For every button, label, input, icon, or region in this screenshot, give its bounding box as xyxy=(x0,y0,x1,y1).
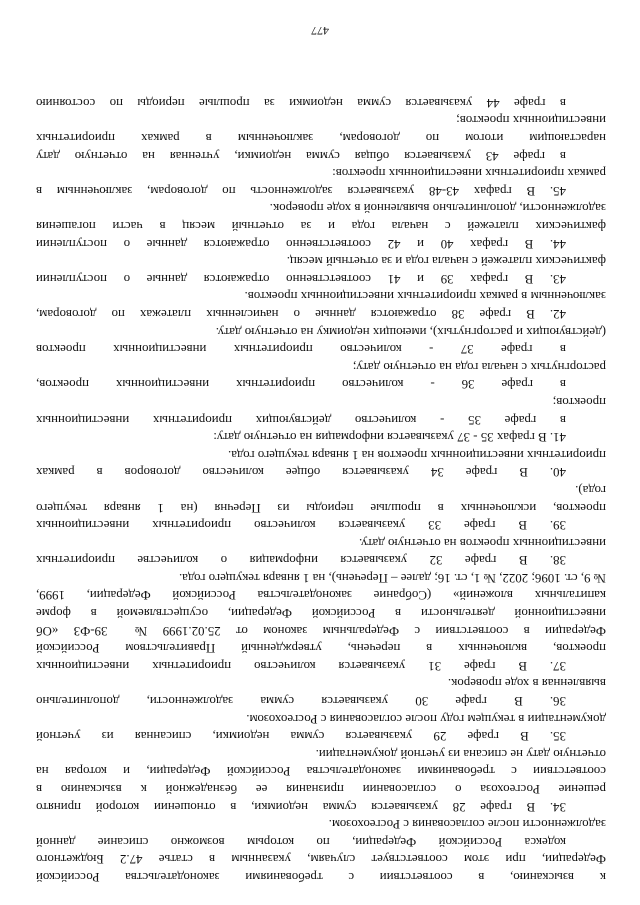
text-line: в графе 44 указывается сумма недоимки за прошлые периоды по состоянию xyxy=(36,95,566,110)
text-line: отчетную дату не списана из учетной документации. xyxy=(315,746,606,761)
text-line: Федерации, при этом соответствует случаям, указанным в статье 47.2 Бюджетного xyxy=(36,852,606,867)
paragraph-42-start: 42. В графе 38 отражаются данные о начисленных платежах по договорам, xyxy=(36,307,566,321)
paragraph-45-start: 45. В графах 43-48 указывается задолженность по договорам, заключенным в xyxy=(36,183,566,198)
text-line: решение Росгеохоза о согласовании признания ее безнадежной к взысканию в xyxy=(36,782,606,797)
text-line: задолженности, дополнительно выявленной в ходе проверок. xyxy=(269,201,606,216)
text-line: документации в текущем году после согласования с Росгеохозом. xyxy=(246,711,606,726)
text-line: инвестиционной деятельности в Российской Федерации, осуществляемой в форме xyxy=(36,606,606,621)
text-line: фактических платежей с начала года и за отчетный месяц в части погашения xyxy=(36,219,606,234)
text-line: фактических платежей с начала года и за отчетный месяц. xyxy=(286,254,606,269)
text-line: приоритетных инвестиционных проектов на 1 января текущего года. xyxy=(228,447,606,462)
paragraph-37-start: 37. В графе 31 указывается количество приоритетных инвестиционных xyxy=(36,658,566,673)
text-line: инвестиционных проектов; xyxy=(456,113,606,128)
paragraph-41-start: 41. В графах 35 - 37 указывается информация на отчетную дату: xyxy=(213,430,566,445)
page-number: 477 xyxy=(311,24,329,38)
paragraph-40-start: 40. В графе 34 указывается общее количество договоров в рамках xyxy=(36,465,566,480)
text-line: задолженности после согласования с Росгеохозом. xyxy=(328,817,606,832)
text-line: Федерации в соответствии с Федеральным законом от 25.02.1999 № 39-ФЗ «Об xyxy=(36,623,606,638)
text-line: капитальных вложений» (Собрание законодательства Российской Федерации, 1999, xyxy=(36,588,606,603)
text-line: в графе 43 указывается общая сумма недоимки, учтенная на отчетную дату xyxy=(36,148,566,163)
text-line: соответствии с требованиями законодательства Российской Федерации, и которая на xyxy=(36,764,606,779)
text-line: № 9, ст. 1096; 2022, № 1, ст. 16; далее – Перечень), на 1 января текущего года. xyxy=(178,570,606,585)
text-line: проектов, исключенных в прошлые периоды из Перечня (на 1 января текущего xyxy=(36,500,606,515)
text-line: проектов; xyxy=(552,394,606,409)
paragraph-43-start: 43. В графах 39 и 41 соответственно отражаются данные о поступлении xyxy=(36,271,566,286)
paragraph-38-start: 38. В графе 32 указывается информация о количестве приоритетных xyxy=(36,553,566,568)
paragraph-34-start: 34. В графе 28 указывается сумма недоимки, в отношении которой принято xyxy=(36,799,566,814)
document-body xyxy=(36,93,606,885)
text-line: расторгнутых с начала года на отчетную дату; xyxy=(352,359,606,374)
text-line: в графе 35 - количество действующих приоритетных инвестиционных xyxy=(36,412,566,427)
text-line: в графе 37 - количество приоритетных инвестиционных проектов xyxy=(36,342,566,357)
text-line: в графе 36 - количество приоритетных инвестиционных проектов, xyxy=(36,377,566,392)
paragraph-44-start: 44. В графах 40 и 42 соответственно отражаются данные о поступлении xyxy=(36,236,566,251)
text-line: проектов, включенных в перечень, утвержденный Правительством Российской xyxy=(36,641,606,656)
text-line: (действующих и расторгнутых), имеющих недоимку на отчетную дату. xyxy=(215,324,606,339)
text-line: инвестиционных проектов на отчетную дату. xyxy=(358,535,606,550)
text-line: выявленная в ходе проверок. xyxy=(447,676,606,691)
paragraph-35-start: 35. В графе 29 указывается сумма недоимки, списанная из учетной xyxy=(36,729,566,744)
text-line: кодекса Российской Федерации, по которым возможно списание данной xyxy=(36,834,566,849)
text-line: рамках приоритетных инвестиционных проектов: xyxy=(332,166,606,181)
text-line: нарастающим итогом по договорам, заключенным в рамках приоритетных xyxy=(36,131,606,146)
text-line: к взысканию, в соответствии с требованиями законодательства Российской xyxy=(36,870,606,884)
paragraph-39-start: 39. В графе 33 указывается количество приоритетных инвестиционных xyxy=(36,518,566,533)
paragraph-36-start: 36. В графе 30 указывается сумма задолженности, дополнительно xyxy=(36,694,566,709)
text-line: заключенным в рамках приоритетных инвестиционных проектов. xyxy=(244,289,606,304)
text-line: года). xyxy=(575,482,606,497)
